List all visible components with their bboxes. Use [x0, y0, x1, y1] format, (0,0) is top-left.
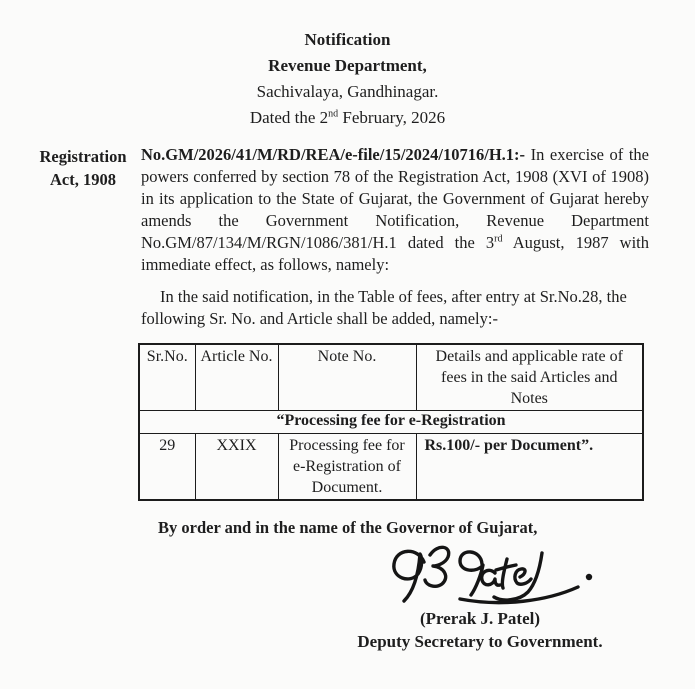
- margin-label-registration-act: [33, 144, 133, 276]
- main-paragraph-row: [33, 144, 649, 276]
- table-section-row: [139, 411, 643, 434]
- date-ordinal-superscript: nd: [328, 108, 339, 120]
- table-header-row: [139, 344, 643, 411]
- date-ordinal-superscript-3rd: rd: [494, 233, 503, 245]
- section-row-label: “Processing fee for e-Registration: [139, 411, 643, 434]
- paragraph-text-2: August, 1987 with immediate effect, as follows, namely:: [141, 233, 649, 274]
- margin-label-line2: Act, 1908: [50, 170, 116, 189]
- col-header-note-no: Note No.: [278, 344, 416, 411]
- by-order-line: By order and in the name of the Governor of Gujarat,: [158, 518, 538, 537]
- cell-details: Rs.100/- per Document”.: [416, 434, 643, 501]
- signatory-name: (Prerak J. Patel): [419, 609, 541, 628]
- main-paragraph: [141, 144, 649, 276]
- date-text: Dated the 2: [249, 108, 329, 127]
- cell-sr-no: 29: [139, 434, 195, 501]
- cell-note-no: Processing fee for e-Registration of Document.: [278, 434, 416, 501]
- doc-title: Notification: [304, 30, 391, 49]
- margin-label-line1: Registration: [39, 147, 127, 166]
- address-line: Sachivalaya, Gandhinagar.: [256, 82, 439, 101]
- signatory-title: Deputy Secretary to Government.: [357, 632, 603, 651]
- col-header-sr-no: Sr.No.: [139, 344, 195, 411]
- signature-block: [290, 540, 670, 655]
- signature-dot: [586, 574, 592, 580]
- signature-image: [382, 540, 597, 612]
- date-line: [0, 105, 695, 131]
- col-header-details: Details and applicable rate of fees in the said Articles and Notes: [416, 344, 643, 411]
- cell-article-no: XXIX: [195, 434, 278, 501]
- fees-table: [138, 343, 644, 501]
- table-row: [139, 434, 643, 501]
- amendment-paragraph: In the said notification, in the Table of fees, after entry at Sr.No.28, the following Sr. No. and Article shall be added, namely:-: [141, 287, 627, 328]
- date-text-suffix: February, 2026: [338, 108, 446, 127]
- col-header-article-no: Article No.: [195, 344, 278, 411]
- paragraph-text-1: In exercise of the powers conferred by section 78 of the Registration Act, 1908 (XVI of 1908) in its application to the State of Gujarat, the Government of Gujarat hereby amends the Government Notification, Revenue Department No.GM/87/134/M/RGN/1086/381/H.1 dated the 3: [141, 145, 649, 252]
- document-header: [0, 0, 695, 131]
- reference-number: No.GM/2026/41/M/RD/REA/e-file/15/2024/10716/H.1:-: [141, 145, 526, 164]
- department-line: Revenue Department,: [268, 56, 427, 75]
